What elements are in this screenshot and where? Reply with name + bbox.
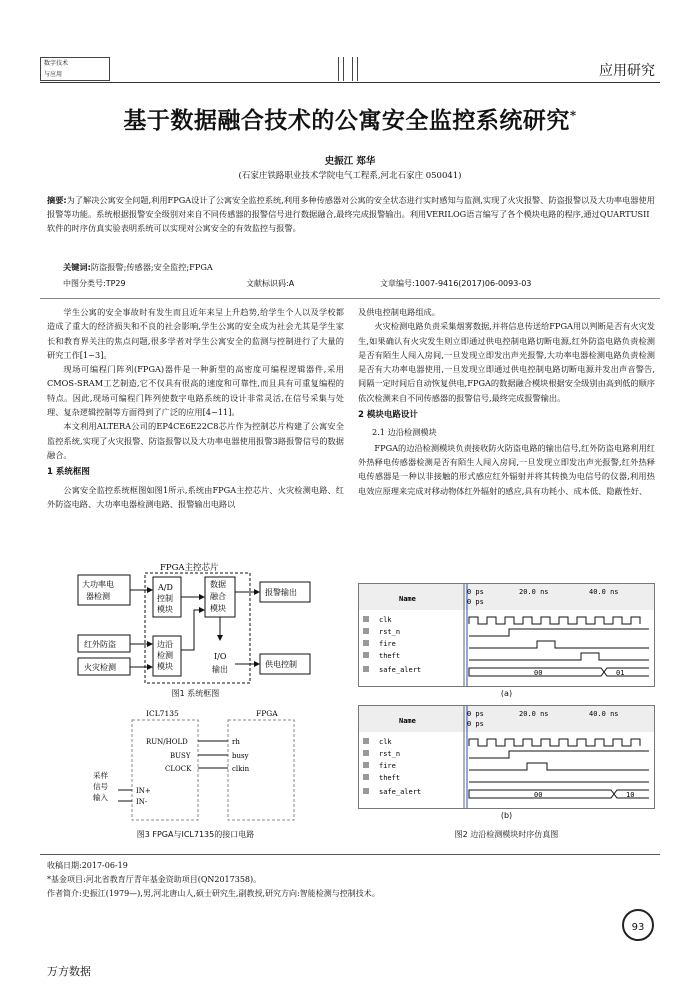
pin-in-plus: IN+ [136,787,151,795]
signal-name: fire [379,640,396,648]
fire-detect-label: 火灾检测 [84,663,116,672]
signal-name: theft [379,774,401,782]
signal-name: theft [379,652,401,660]
sample-input-1: 采样 [93,771,108,780]
figure-3-caption: 图3 FPGA与ICL7135的接口电路 [136,830,255,839]
figure-1-caption: 图1 系统框图 [171,689,220,698]
edge-label-2: 检测 [157,651,173,660]
signal-icon [363,774,369,780]
paragraph: 现场可编程门阵列(FPGA)器件是一种新型的高密度可编程逻辑器件,采用CMOS-SRAM工艺制造,它不仅具有很高的速度和可靠性,而且具有可重复编程的特点。因此,现场可编程门阵列使数字电路系统的设计非常灵活,在信号采集与处理、复杂逻辑控制等方面得到了广泛的应用[4~11]。 [47,364,344,418]
clc-number: 中图分类号:TP29 [63,279,126,288]
figure-2b-waveform [358,705,655,809]
sample-input-2: 信号 [93,782,108,791]
rst-n-wave [469,751,649,758]
section-heading: 1 系统框图 [47,467,90,478]
abstract-label: 摘要: [47,195,67,205]
section-label: 应用研究 [599,63,655,79]
signal-icon [363,738,369,744]
journal-logo [40,57,110,81]
edge-label-3: 模块 [157,662,173,671]
watermark: 万方数据 [47,965,91,978]
pin-rh: rh [232,738,240,746]
theft-wave [469,653,649,660]
paragraph: 学生公寓的安全事故时有发生而且近年来呈上升趋势,给学生个人以及学校都造成了重大的经济损失和不良的社会影响,学生公寓的安全成为社会尤其是学生家长和教育界关注的焦点问题,很多学者对学生公寓安全的监测与控制进行了大量的研究工作[1~3]。 [47,307,344,360]
sample-input-3: 输入 [93,793,108,802]
fusion-label-3: 模块 [210,604,226,613]
figure-2a-waveform [358,583,655,687]
pin-busy-fpga: busy [232,752,249,760]
bus-value: 00 [534,791,543,799]
icl7135-label: ICL7135 [146,709,179,718]
journal-logo-line2: 与应用 [44,71,63,78]
ad-label-3: 模块 [157,605,173,614]
figure-2-caption: 图2 边沿检测模块时序仿真图 [454,830,559,839]
keywords-text: 防盗报警;传感器;安全监控;FPGA [90,262,213,272]
ad-label-1: A/D [158,583,173,592]
page-number: 93 [622,909,654,941]
authors: 史振江 郑华 [324,156,376,167]
ir-theft-label: 红外防盗 [84,640,116,649]
fusion-label-2: 融合 [210,592,226,601]
paragraph: 本文利用ALTERA公司的EP4CE6E22C8芯片作为控制芯片构建了公寓安全监控系统,实现了火灾报警、防盗报警以及大功率电器使用报警3路报警信号的数据融合。 [47,421,344,460]
name-header: Name [399,595,416,603]
clk-wave [469,739,640,746]
fpga-label: FPGA [256,709,278,718]
signal-icon [363,616,369,622]
doc-code: 文献标识码:A [246,279,295,288]
paragraph: 公寓安全监控系统框图如图1所示,系统由FPGA主控芯片、火灾检测电路、红外防盗电路、大功率电器检测电路、报警输出电路以 [47,484,344,509]
signal-name: rst_n [379,750,401,758]
bus-value: 00 [534,669,543,677]
pin-in-minus: IN- [136,798,148,806]
section-heading: 2 模块电路设计 [358,410,418,421]
time-label: 0 ps [467,710,484,718]
alarm-output-label: 报警输出 [265,588,297,597]
high-power-label-1: 大功率电 [82,580,114,589]
header-rule [40,82,660,83]
paragraph: 及供电控制电路组成。 [358,307,440,317]
affiliation: (石家庄铁路职业技术学院电气工程系,河北石家庄 050041) [238,171,462,181]
pin-clkin: clkin [232,765,250,773]
pin-run-hold: RUN/HOLD [146,738,188,746]
abstract-rule [40,298,660,299]
keywords [63,262,213,273]
time-label: 20.0 ns [519,588,549,596]
figure-3-diagram [90,708,330,823]
pin-busy: BUSY [170,752,191,760]
paper-title: 基于数据融合技术的公寓安全监控系统研究* [123,107,577,134]
time-label: 0 ps [467,588,484,596]
figure-2b-label: (b) [500,811,513,820]
time-label: 40.0 ns [589,710,619,718]
abstract [47,193,655,235]
signal-name: safe_alert [379,788,422,796]
header-divider-mark [352,57,358,81]
edge-label-1: 边沿 [157,640,173,649]
paragraph: FPGA的边沿检测模块负责接收防火防盗电路的输出信号,红外防盗电路利用红外热释电传感器检测是否有陌生人闯入房间,一旦发现立即发出声光报警,红外热释电传感器是一种以非接触的形式感应红外辐射并将其转换为电信号的仪器,利用热电效应原理来完成对移动物体红外辐射的感应,具有功耗小、成本低、隐蔽性好、 [358,442,655,496]
signal-icon [363,628,369,634]
signal-icon [363,788,369,794]
power-control-label: 供电控制 [265,660,297,669]
figure-1-diagram [70,560,335,685]
name-header: Name [399,717,416,725]
rst-n-wave [469,629,649,636]
fusion-label-1: 数据 [210,580,226,589]
received-date: 收稿日期:2017-06-19 [47,861,128,870]
paragraph: 火灾检测电路负责采集烟雾数据,并将信息传送给FPGA用以判断是否有火灾发生,如果确认有火灾发生则立即通过供电控制电路切断电源,红外防盗电路负责检测是否有陌生人闯入房间,一旦发现立即发出声光报警,大功率电器检测电路负责检测是否有大功率电器使用,一旦发现立即通过供电控制电路切断电源并发出声音警告,间隔一定时间后自动恢复供电,FPGA的数据融合模块根据安全级别由高到低的顺序依次检测来自不同传感器的报警信号,最终完成报警输出。 [358,321,655,403]
article-number: 文章编号:1007-9416(2017)06-0093-03 [380,279,532,288]
signal-name: clk [379,738,392,746]
left-column [47,305,344,511]
signal-icon [363,652,369,658]
fire-wave [469,763,649,770]
cursor-label: 0 ps [467,598,484,606]
signal-name: safe_alert [379,666,422,674]
signal-name: rst_n [379,628,401,636]
header-divider-mark [338,57,344,81]
signal-icon [363,762,369,768]
time-label: 20.0 ns [519,710,549,718]
journal-logo-line1: 数字技术 [44,60,69,67]
ad-label-2: 控制 [157,594,173,603]
fire-wave [469,641,649,648]
bus-segment [604,668,649,676]
subsection-heading: 2.1 边沿检测模块 [372,427,437,438]
signal-icon [363,666,369,672]
arrow [181,610,204,650]
cursor-label: 0 ps [467,720,484,728]
io-label-2: 输出 [212,665,228,674]
clk-wave [469,617,640,624]
io-label-1: I/O [214,652,227,661]
signal-icon [363,640,369,646]
signal-name: fire [379,762,396,770]
footnote-rule [40,854,660,855]
pin-clock: CLOCK [165,765,192,773]
time-label: 40.0 ns [589,588,619,596]
signal-name: clk [379,616,392,624]
high-power-label-2: 器检测 [86,592,110,601]
right-column [358,305,655,498]
author-bio: 作者简介:史振江(1979—),男,河北唐山人,硕士研究生,副教授,研究方向:智能检测与控制技术。 [47,889,380,898]
abstract-text: 为了解决公寓安全问题,利用FPGA设计了公寓安全监控系统,利用多种传感器对公寓的安全状态进行实时感知与监测,实现了火灾报警、防盗报警以及大功率电器使用报警等功能。系统根据报警安全级别对来自不同传感器的报警信号进行数据融合,最终完成报警输出。利用VERILOG语言编写了各个模块电路的程序,通过QUARTUSII软件的时序仿真实验表明系统可以实现对公寓安全的有效监控与报警。 [47,195,655,233]
fpga-chip-label: FPGA主控芯片 [160,563,219,573]
fund-note: *基金项目:河北省教育厅青年基金资助项目(QN2017358)。 [47,875,262,884]
figure-2a-label: (a) [500,689,513,698]
keywords-label: 关键词: [63,262,91,272]
bus-value: 10 [626,791,635,799]
signal-icon [363,750,369,756]
bus-value: 01 [616,669,625,677]
